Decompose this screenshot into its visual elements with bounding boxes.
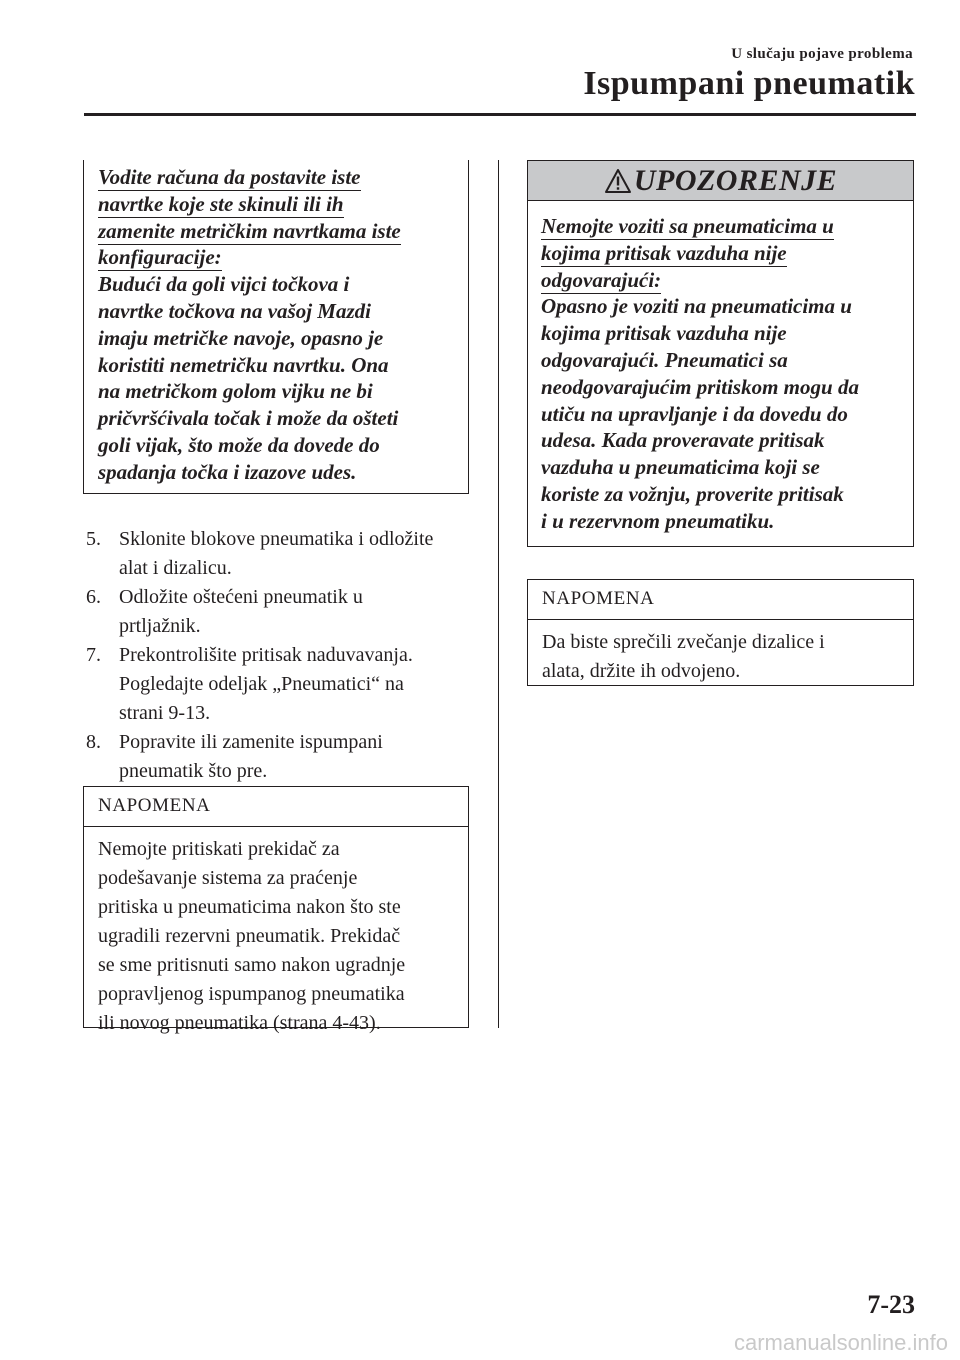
caution-body-line: navrtke točkova na vašoj Mazdi <box>98 298 371 323</box>
caution-body-line: Budući da goli vijci točkova i <box>98 272 350 297</box>
caution-text <box>98 164 401 486</box>
caution-heading-line: zamenite metričkim navrtkama iste <box>98 218 401 243</box>
warning-body-line: vazduha u pneumaticima koji se <box>541 455 820 480</box>
note-line: Nemojte pritiskati prekidač za <box>98 838 340 860</box>
caution-body-line: pričvršćivala točak i može da ošteti <box>98 406 399 431</box>
note-line: ili novog pneumatika (strana 4-43). <box>98 1012 381 1034</box>
warning-text <box>541 213 859 535</box>
warning-body-line: Opasno je voziti na pneumaticima u <box>541 294 852 319</box>
step-item <box>86 525 486 583</box>
caution-body-line: imaju metričke navoje, opasno je <box>98 325 384 350</box>
warning-body-line: utiču na upravljanje i da dovedu do <box>541 401 848 426</box>
caution-heading-line: navrtke koje ste skinuli ili ih <box>98 191 344 216</box>
step-list <box>86 525 486 786</box>
step-line: strani 9-13. <box>119 702 211 724</box>
caution-body-line: spadanja točka i izazove udes. <box>98 459 357 484</box>
caution-box-continued <box>83 160 469 494</box>
step-number: 5. <box>86 528 101 550</box>
note-title: NAPOMENA <box>528 580 913 620</box>
note-line: se sme pritisnuti samo nakon ugradnje <box>98 954 406 976</box>
note-line: Da biste sprečili zvečanje dizalice i <box>542 631 825 653</box>
warning-title: UPOZORENJE <box>633 163 838 197</box>
note-body <box>84 827 468 1038</box>
warning-body-line: koriste za vožnju, proverite pritisak <box>541 481 844 506</box>
page-title: Ispumpani pneumatik <box>583 65 915 102</box>
note-box-right <box>527 579 914 686</box>
note-title: NAPOMENA <box>84 787 468 827</box>
warning-body-line: neodgovarajućim pritiskom mogu da <box>541 374 859 399</box>
step-line: prtljažnik. <box>119 615 201 637</box>
step-number: 8. <box>86 731 101 753</box>
warning-box <box>527 160 914 547</box>
footer-watermark: carmanualsonline.info <box>733 1330 948 1355</box>
caution-heading-line: Vodite računa da postavite iste <box>98 165 361 189</box>
note-body <box>528 620 913 686</box>
note-line: pritiska u pneumaticima nakon što ste <box>98 896 401 918</box>
warning-body-line: kojima pritisak vazduha nije <box>541 321 787 346</box>
caution-body-line: goli vijak, što može da dovede do <box>98 432 380 457</box>
step-line: pneumatik što pre. <box>119 760 268 782</box>
warning-body-line: i u rezervnom pneumatiku. <box>541 508 775 533</box>
note-line: alata, držite ih odvojeno. <box>542 660 741 682</box>
step-line: alat i dizalicu. <box>119 557 232 579</box>
step-line: Sklonite blokove pneumatika i odložite <box>119 528 434 550</box>
caution-body-line: na metričkom golom vijku ne bi <box>98 379 373 404</box>
warning-heading-line: Nemojte voziti sa pneumaticima u <box>541 214 834 238</box>
warning-body-line: odgovarajući. Pneumatici sa <box>541 347 788 372</box>
step-line: Pogledajte odeljak „Pneumatici“ na <box>119 673 404 695</box>
note-line: ugradili rezervni pneumatik. Prekidač <box>98 925 401 947</box>
step-line: Prekontrolišite pritisak naduvavanja. <box>119 644 413 666</box>
step-item <box>86 583 486 641</box>
note-box-left <box>83 786 469 1034</box>
step-line: Popravite ili zamenite ispumpani <box>119 731 383 753</box>
warning-heading-line: kojima pritisak vazduha nije <box>541 240 787 265</box>
step-number: 6. <box>86 586 101 608</box>
page-number: 7-23 <box>867 1290 915 1319</box>
step-item <box>86 641 486 728</box>
caution-body-line: koristiti nemetričku navrtku. Ona <box>98 352 389 377</box>
step-item <box>86 728 486 786</box>
warning-triangle-icon <box>604 168 632 194</box>
step-line: Odložite oštećeni pneumatik u <box>119 586 363 608</box>
column-divider <box>498 160 499 1028</box>
warning-heading-line: odgovarajući: <box>541 267 662 292</box>
note-line: popravljenog ispumpanog pneumatika <box>98 983 405 1005</box>
caution-heading-line: konfiguracije: <box>98 245 222 270</box>
warning-body-line: udesa. Kada proveravate pritisak <box>541 428 825 453</box>
section-title: U slučaju pojave problema <box>731 46 913 62</box>
header-rule <box>84 113 916 116</box>
note-line: podešavanje sistema za praćenje <box>98 867 358 889</box>
warning-header <box>528 161 913 201</box>
step-number: 7. <box>86 644 101 666</box>
